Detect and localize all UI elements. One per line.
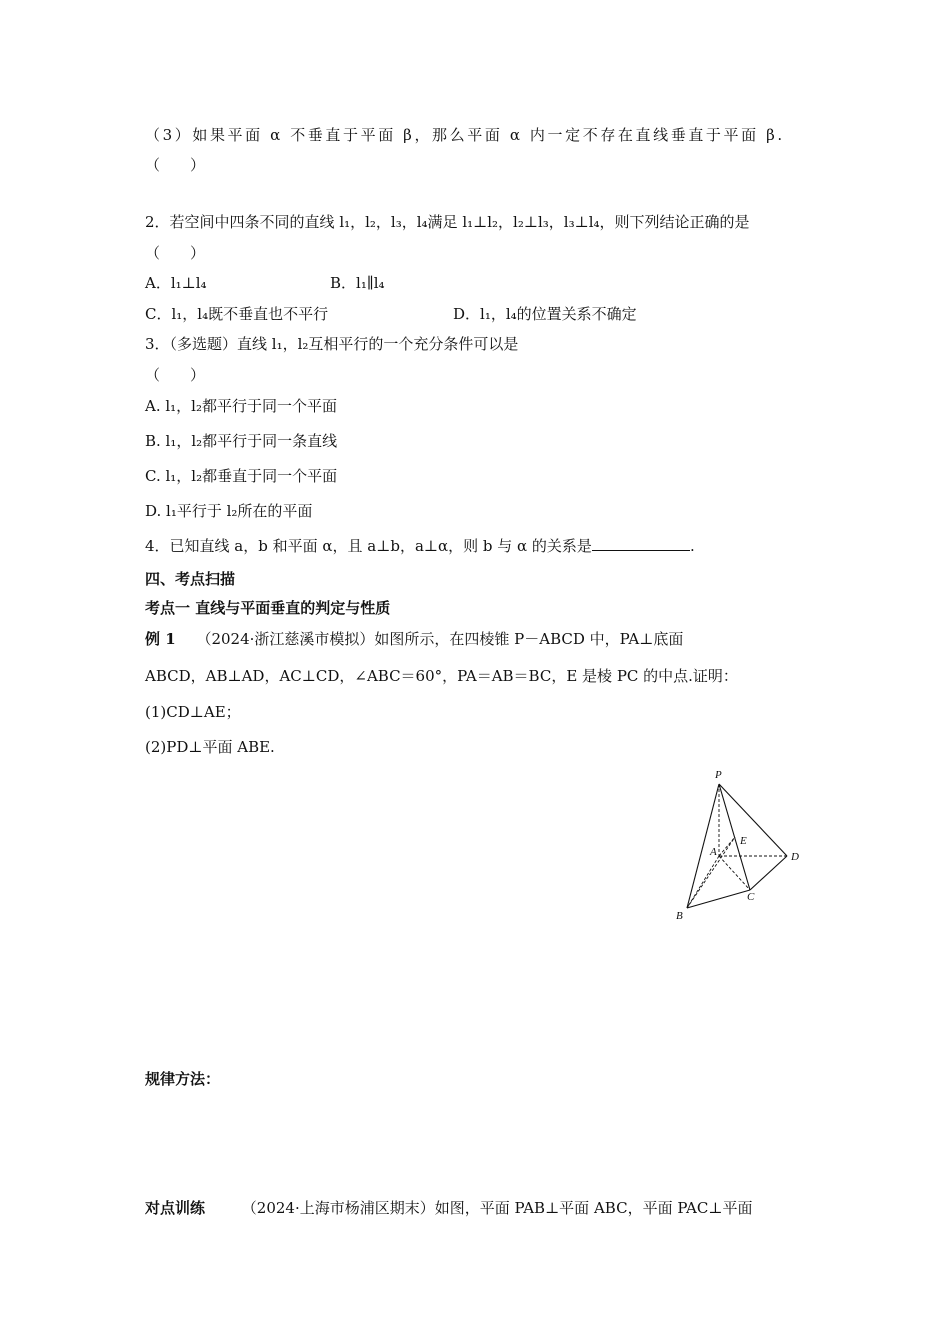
section-title: 四、考点扫描 [145, 570, 236, 588]
training-line [145, 1198, 752, 1218]
q1-answer-paren: （ ） [145, 156, 206, 174]
example1-label: 例 1 [145, 630, 176, 648]
q3-option-c: C. l₁，l₂都垂直于同一个平面 [145, 467, 338, 485]
example1-line1 [145, 629, 683, 649]
example1-line2: ABCD，AB⊥AD，AC⊥CD，∠ABC＝60°，PA＝AB＝BC，E 是棱 PC 的中点.证明： [145, 667, 738, 685]
example1-part2: (2)PD⊥平面 ABE. [145, 738, 275, 756]
q2-option-c: C．l₁，l₄既不垂直也不平行 [145, 305, 329, 323]
label-d: D [791, 851, 799, 863]
q2-option-a: A．l₁⊥l₄ [145, 274, 207, 292]
q3-option-d: D. l₁平行于 l₂所在的平面 [145, 502, 313, 520]
example1-text: （2024·浙江慈溪市模拟）如图所示，在四棱锥 P－ABCD 中，PA⊥底面 [196, 630, 684, 648]
point1-title: 考点一 直线与平面垂直的判定与性质 [145, 599, 391, 617]
training-label: 对点训练 [145, 1199, 206, 1217]
label-a: A [710, 846, 717, 858]
q4-end: . [689, 537, 695, 555]
q2-option-b: B．l₁∥l₄ [330, 274, 385, 292]
training-text: （2024·上海市杨浦区期末）如图，平面 PAB⊥平面 ABC，平面 PAC⊥平面 [241, 1199, 753, 1217]
label-p: P [715, 769, 722, 781]
q4-line [145, 536, 695, 556]
q2-answer-paren: （ ） [145, 244, 206, 262]
q4-answer-blank [592, 536, 690, 551]
method-label: 规律方法： [145, 1070, 221, 1088]
q2-option-d: D．l₁，l₄的位置关系不确定 [453, 305, 637, 323]
q2-stem: 2．若空间中四条不同的直线 l₁，l₂，l₃，l₄满足 l₁⊥l₂，l₂⊥l₃，l₃⊥l₄，则下列结论正确的是 [145, 213, 750, 231]
q3-stem: 3．（多选题）直线 l₁，l₂互相平行的一个充分条件可以是 [145, 335, 519, 353]
q3-option-b: B. l₁，l₂都平行于同一条直线 [145, 432, 338, 450]
q4-stem: 4．已知直线 a，b 和平面 α，且 a⊥b，a⊥α，则 b 与 α 的关系是 [145, 537, 592, 555]
q1-item3: （3）如果平面 α 不垂直于平面 β，那么平面 α 内一定不存在直线垂直于平面 β. [145, 126, 785, 144]
label-e: E [740, 835, 747, 847]
label-b: B [676, 910, 683, 922]
edge-bc [687, 890, 750, 908]
label-c: C [747, 891, 755, 903]
q3-answer-paren: （ ） [145, 366, 206, 384]
edge-cd [750, 856, 787, 890]
q3-option-a: A. l₁，l₂都平行于同一个平面 [145, 397, 337, 415]
pyramid-figure [668, 764, 818, 924]
example1-part1: (1)CD⊥AE； [145, 703, 241, 721]
